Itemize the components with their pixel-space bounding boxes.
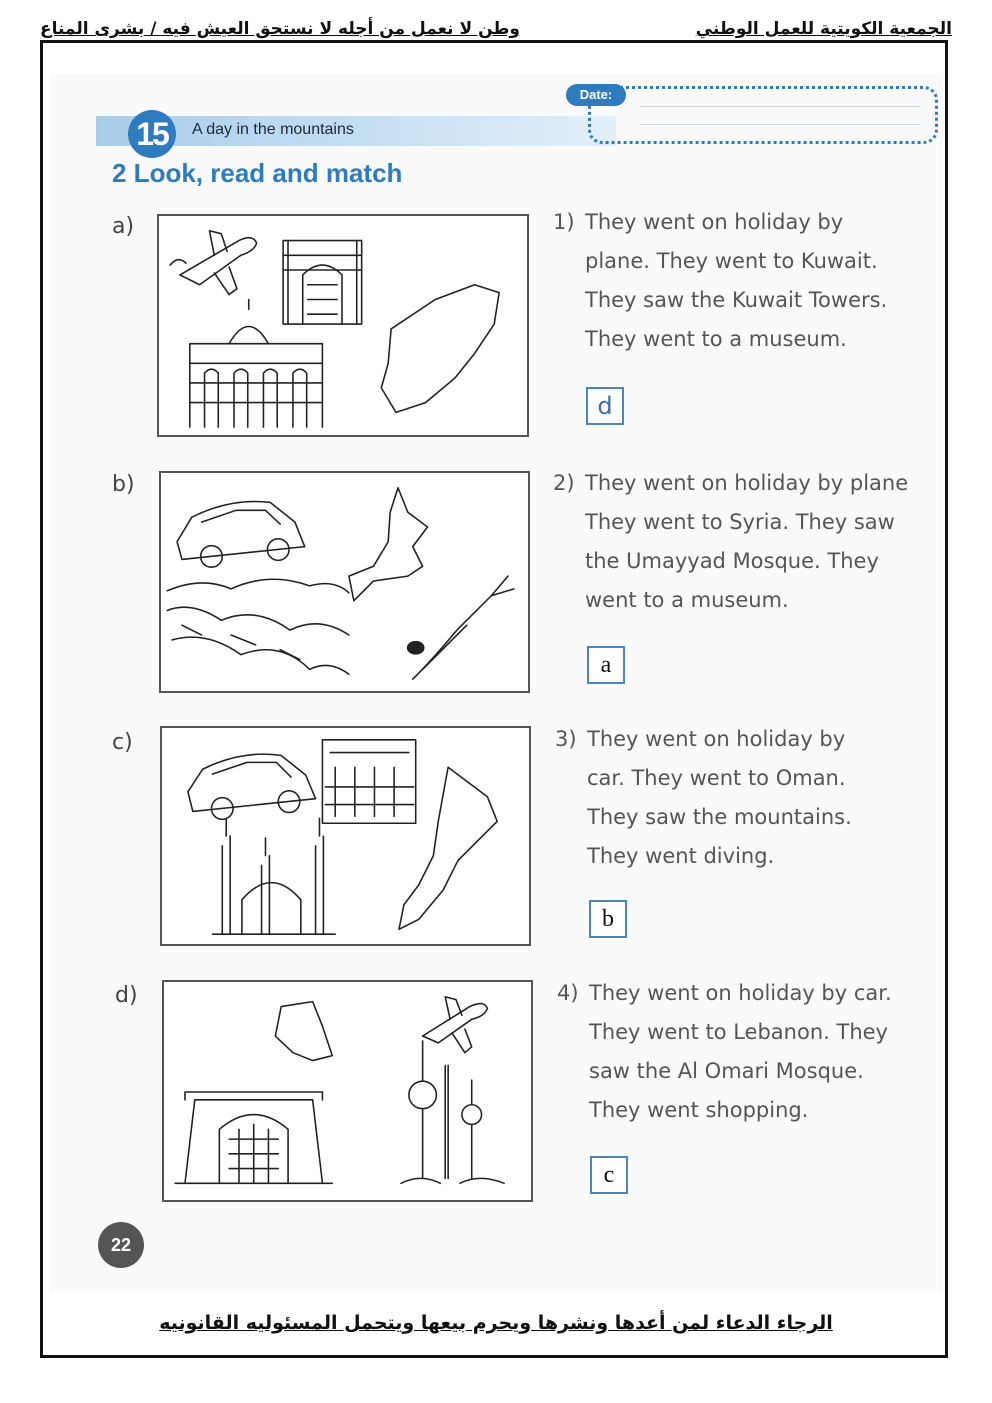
date-line (640, 106, 920, 107)
sentence-line: They went on holiday by plane (585, 471, 909, 495)
page-number: 22 (98, 1222, 144, 1268)
sentence-number: 2) (553, 471, 575, 495)
mountains-icon (167, 579, 349, 674)
sentence-line: They saw the mountains. (587, 805, 852, 829)
sentence-line: went to a museum. (585, 588, 789, 612)
sentence-line: They went on holiday by car. (589, 981, 892, 1005)
sentence-line: the Umayyad Mosque. They (585, 549, 879, 573)
sentence-line: They went diving. (587, 844, 775, 868)
footer-text: الرجاء الدعاء لمن أعدها ونشرها ويحرم بيعها ويتحمل المسئوليه القانونيه (159, 1312, 833, 1334)
picture-a (157, 214, 529, 437)
car-icon (177, 501, 305, 567)
picture-d-drawing (164, 982, 531, 1200)
date-line (640, 124, 920, 125)
sentence-3 (555, 720, 852, 876)
sentence-line: They went on holiday by (587, 727, 846, 751)
row-letter: d) (115, 983, 138, 1008)
diver-icon (407, 576, 514, 679)
answer-box[interactable]: d (586, 387, 624, 425)
date-label: Date: (566, 84, 626, 106)
row-letter: b) (112, 472, 135, 497)
country-map-icon (381, 285, 499, 413)
exercise-title: 2 Look, read and match (112, 158, 403, 188)
sentence-line: They went shopping. (589, 1098, 809, 1122)
sentence-4 (557, 974, 892, 1130)
sentence-number: 3) (555, 727, 577, 751)
mosque-icon (212, 818, 335, 934)
picture-c (160, 726, 531, 946)
plane-icon (170, 231, 256, 295)
header-left-text: وطن لا نعمل من أجله لا نستحق العيش فيه / بشرى المناع (40, 19, 520, 39)
sentence-number: 4) (557, 981, 579, 1005)
answer-box[interactable]: c (590, 1156, 628, 1194)
date-field[interactable] (588, 86, 938, 144)
country-map-icon (275, 1002, 332, 1061)
sentence-number: 1) (553, 210, 575, 234)
sentence-line: They went to Syria. They saw (585, 510, 895, 534)
market-stall-icon (322, 740, 415, 823)
unit-title: A day in the mountains (192, 121, 354, 138)
picture-b (159, 471, 530, 693)
unit-number-badge: 15 (128, 110, 176, 158)
towers-icon (401, 1041, 504, 1183)
picture-d (162, 980, 533, 1202)
header-right-text: الجمعية الكويتية للعمل الوطني (695, 19, 952, 39)
sentence-line: plane. They went to Kuwait. (585, 249, 878, 273)
row-letter: c) (112, 730, 133, 755)
answer-box[interactable]: a (587, 646, 625, 684)
sentence-line: car. They went to Oman. (587, 766, 846, 790)
sentence-line: saw the Al Omari Mosque. (589, 1059, 864, 1083)
row-letter: a) (112, 214, 135, 239)
fort-gate-icon (175, 1092, 332, 1183)
country-map-icon (349, 488, 428, 601)
sentence-line: They went on holiday by (585, 210, 844, 234)
answer-box[interactable]: b (589, 900, 627, 938)
sentence-line: They went to a museum. (585, 327, 847, 351)
sentence-line: They went to Lebanon. They (589, 1020, 888, 1044)
picture-b-drawing (161, 473, 528, 691)
sentence-line: They saw the Kuwait Towers. (585, 288, 888, 312)
sentence-1 (553, 203, 887, 359)
picture-c-drawing (162, 728, 529, 944)
arch-gate-icon (283, 241, 362, 324)
picture-a-drawing (159, 216, 527, 435)
sentence-2 (553, 464, 908, 620)
country-map-icon (399, 767, 497, 929)
car-icon (188, 754, 316, 819)
plane-icon (423, 997, 488, 1053)
